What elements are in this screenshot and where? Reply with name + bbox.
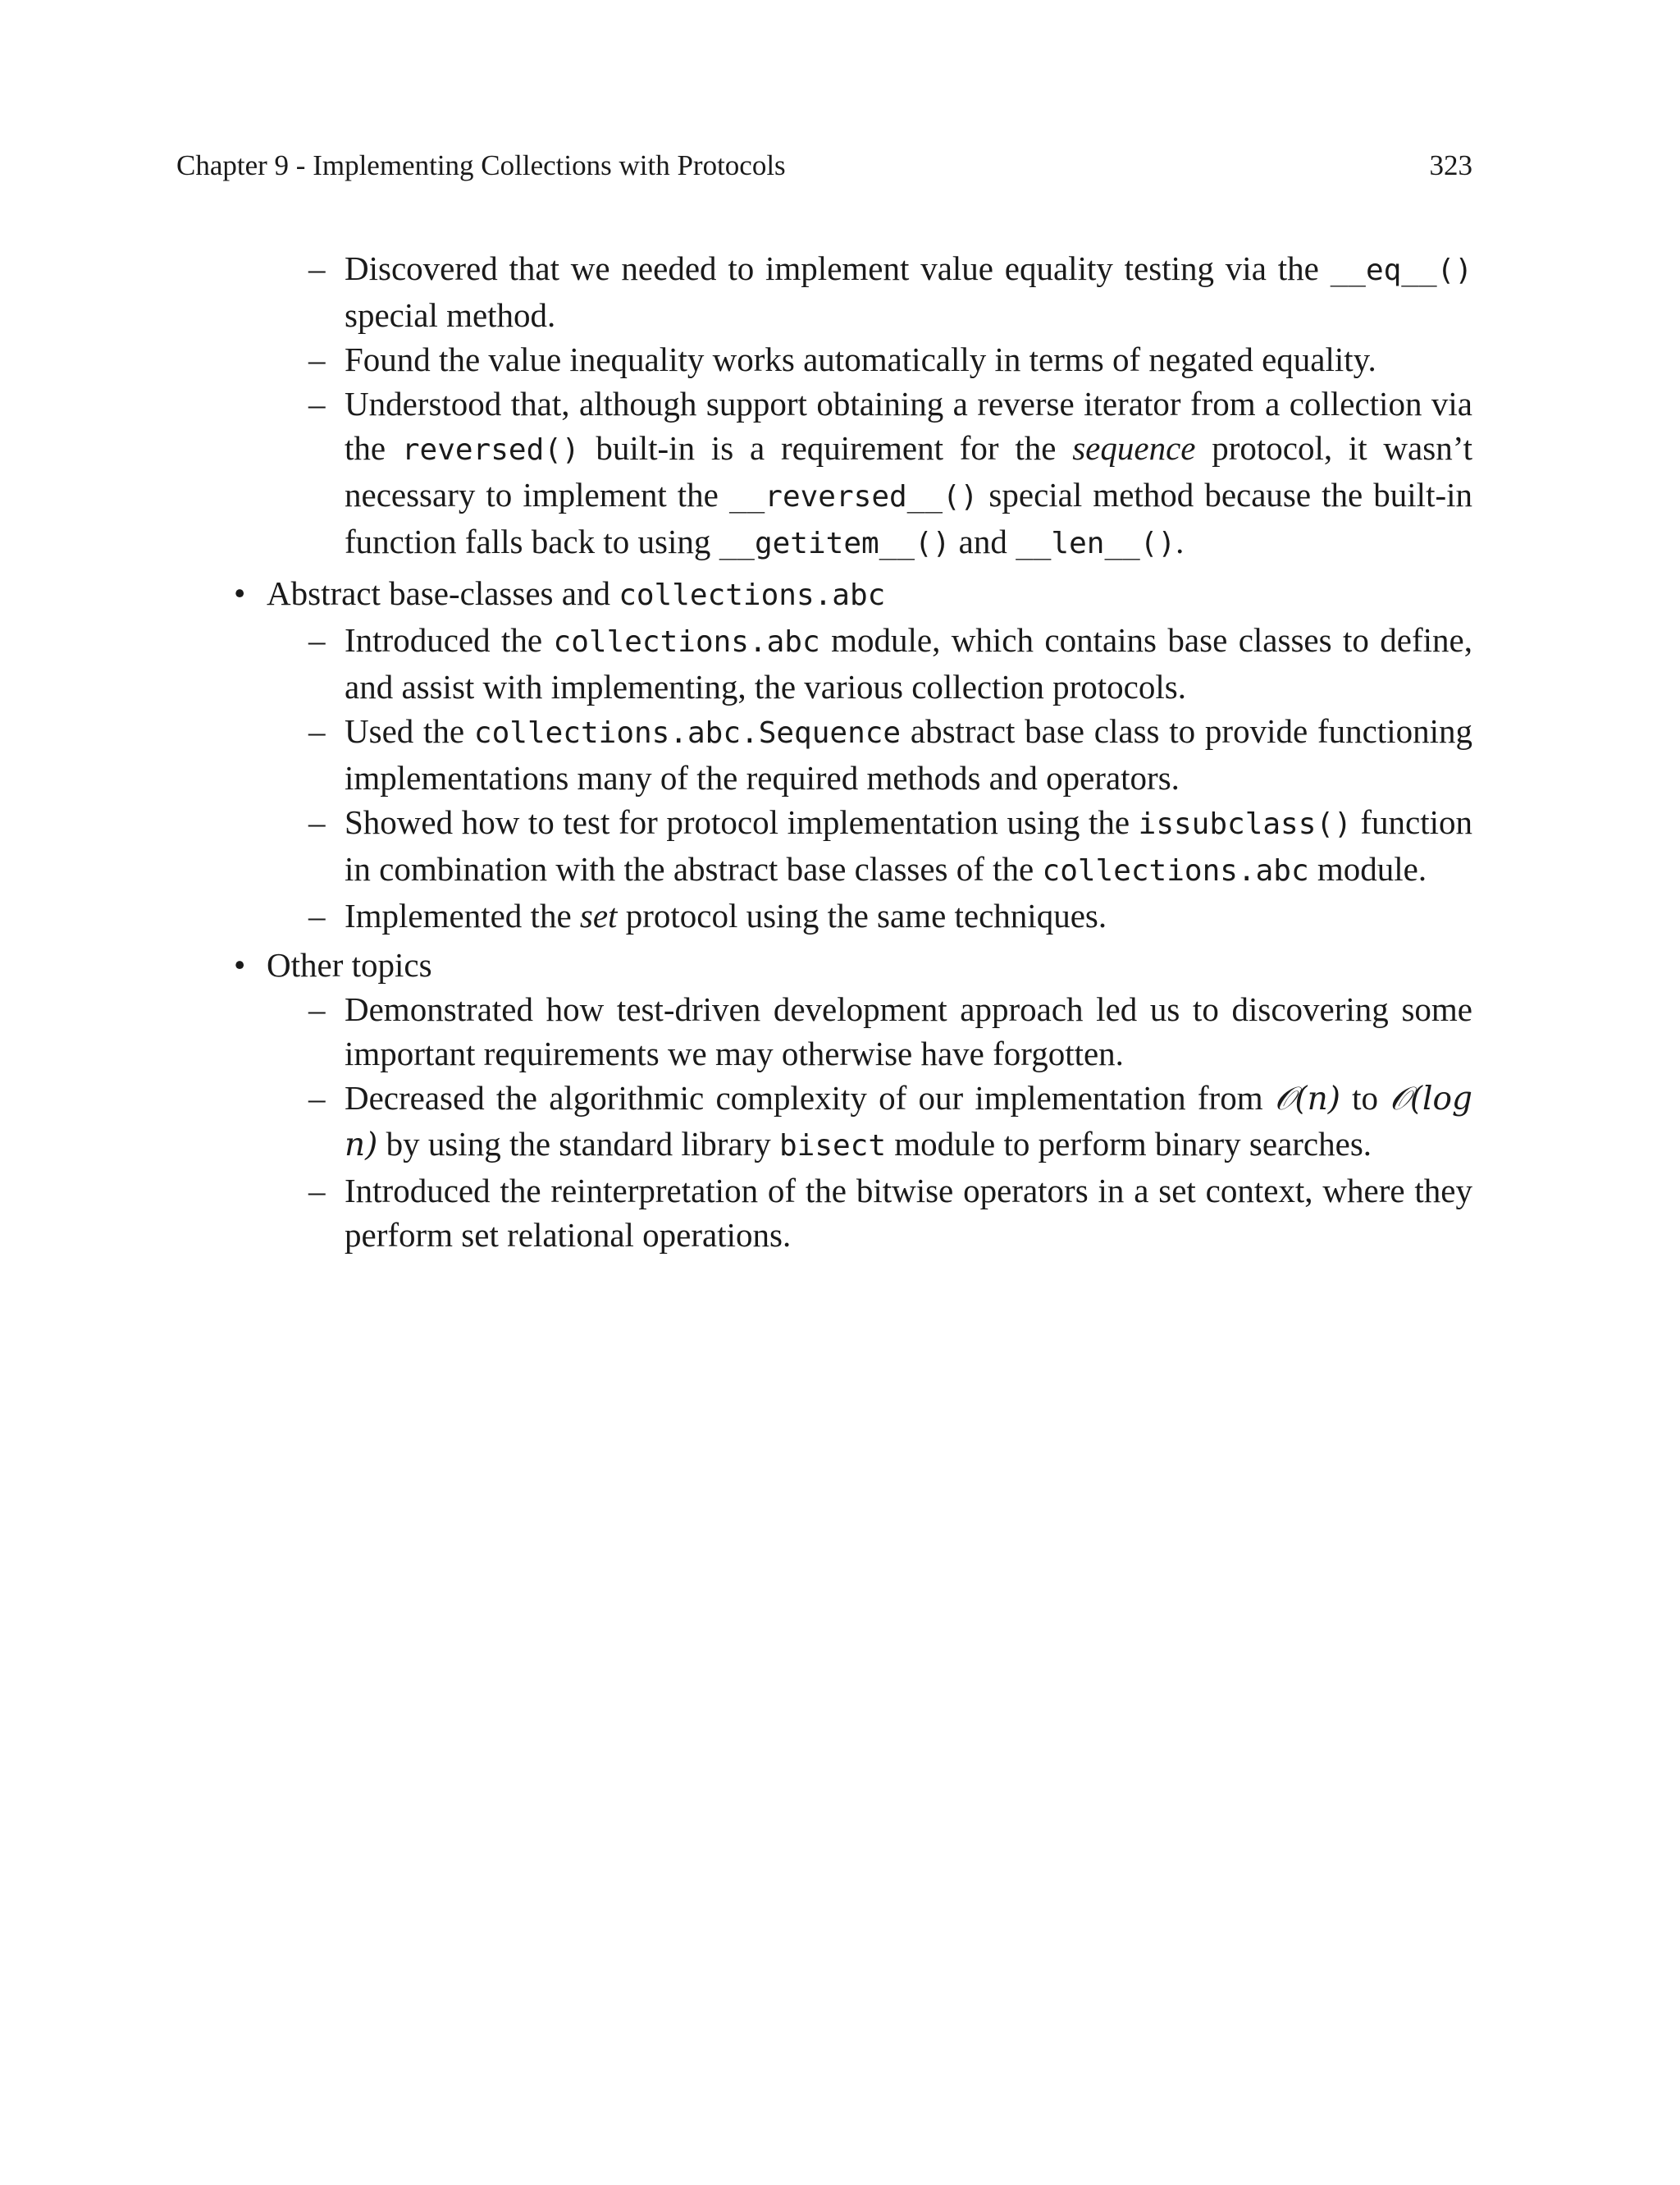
section-abc (234, 571, 1472, 938)
emphasis-text: set (579, 897, 618, 935)
section-items (267, 618, 1472, 938)
dash-marker: – (308, 897, 326, 935)
page-number: 323 (1429, 149, 1472, 181)
item-text: built-in is a requirement for the (579, 429, 1073, 467)
dash-marker: – (308, 1172, 326, 1209)
dash-marker: – (308, 341, 326, 378)
list-item (308, 618, 1472, 709)
item-text: to (1340, 1079, 1390, 1117)
list-item (308, 800, 1472, 894)
code-span: __reversed__() (728, 480, 979, 514)
item-text: by using the standard library (377, 1125, 779, 1163)
code-span: collections.abc (1042, 854, 1309, 888)
code-span: collections.abc (619, 578, 886, 612)
section-list (234, 571, 1472, 1257)
item-text: Discovered that we needed to implement value equality testing via the (345, 249, 1331, 287)
item-text: module to perform binary searches. (886, 1125, 1372, 1163)
item-text: module. (1308, 850, 1427, 888)
list-item (308, 1076, 1472, 1168)
section-other-topics (234, 943, 1472, 1257)
code-span: bisect (778, 1129, 887, 1163)
item-text: Demonstrated how test-driven development approach led us to discovering some important requirements we may otherwise have forgotten. (345, 990, 1472, 1072)
dash-marker: – (308, 990, 326, 1028)
item-text: function in combination with the abstract base classes of the (345, 803, 1472, 888)
bullet-marker: • (234, 946, 246, 984)
lead-list (234, 246, 1472, 566)
list-item (308, 894, 1472, 938)
item-text: Introduced the reinterpretation of the bitwise operators in a set context, where they perform set relational operations. (345, 1172, 1472, 1254)
item-text: special method because the built-in function falls back to using (345, 476, 1473, 560)
emphasis-text: sequence (1072, 429, 1196, 467)
code-span: reversed() (401, 433, 580, 467)
code-span: __eq__() (1330, 254, 1472, 287)
code-span: __len__() (1016, 527, 1176, 560)
item-text: Used the (345, 712, 474, 750)
list-item (308, 709, 1472, 800)
item-text: Decreased the algorithmic complexity of our implementation from (345, 1079, 1275, 1117)
item-text: Understood that, although support obtaining a reverse iterator from a collection via the (345, 385, 1472, 467)
section-title: Abstract base-classes and (267, 574, 619, 612)
dash-marker: – (308, 621, 326, 659)
math-expression: 𝒪(log n) (345, 1081, 1472, 1163)
chapter-title: Chapter 9 - Implementing Collections with Protocols (176, 149, 786, 181)
code-span: issubclass() (1138, 807, 1352, 841)
list-item (308, 987, 1472, 1076)
math-expression: 𝒪(n) (1274, 1081, 1340, 1118)
dash-marker: – (308, 249, 326, 287)
dash-marker: – (308, 1079, 326, 1117)
code-span: __getitem__() (719, 527, 951, 560)
item-text: protocol using the same techniques. (617, 897, 1107, 935)
section-title: Other topics (267, 946, 432, 984)
item-text: Introduced the (345, 621, 554, 659)
code-span: collections.abc (553, 625, 820, 659)
bullet-marker: • (234, 574, 246, 612)
dash-marker: – (308, 803, 326, 841)
list-item (308, 246, 1472, 337)
item-text: Found the value inequality works automatically in terms of negated equality. (345, 341, 1376, 378)
item-text: protocol, it wasn’t necessary to implement the (345, 429, 1473, 514)
item-text: Implemented the (345, 897, 580, 935)
item-text: and (950, 523, 1016, 560)
code-span: collections.abc.Sequence (473, 716, 902, 750)
item-text: Showed how to test for protocol implementation using the (345, 803, 1139, 841)
list-item (308, 382, 1473, 566)
item-text: . (1176, 523, 1185, 560)
summary-content (234, 246, 1472, 1262)
dash-marker: – (308, 712, 326, 750)
list-item (308, 1168, 1472, 1257)
section-items (267, 987, 1472, 1257)
item-text: special method. (345, 296, 556, 334)
dash-marker: – (308, 385, 326, 423)
list-item (308, 337, 1472, 382)
item-text: abstract base class to provide functioning implementations many of the required methods and operators. (345, 712, 1472, 797)
item-text: module, which contains base classes to define, and assist with implementing, the various collection protocols. (345, 621, 1472, 706)
